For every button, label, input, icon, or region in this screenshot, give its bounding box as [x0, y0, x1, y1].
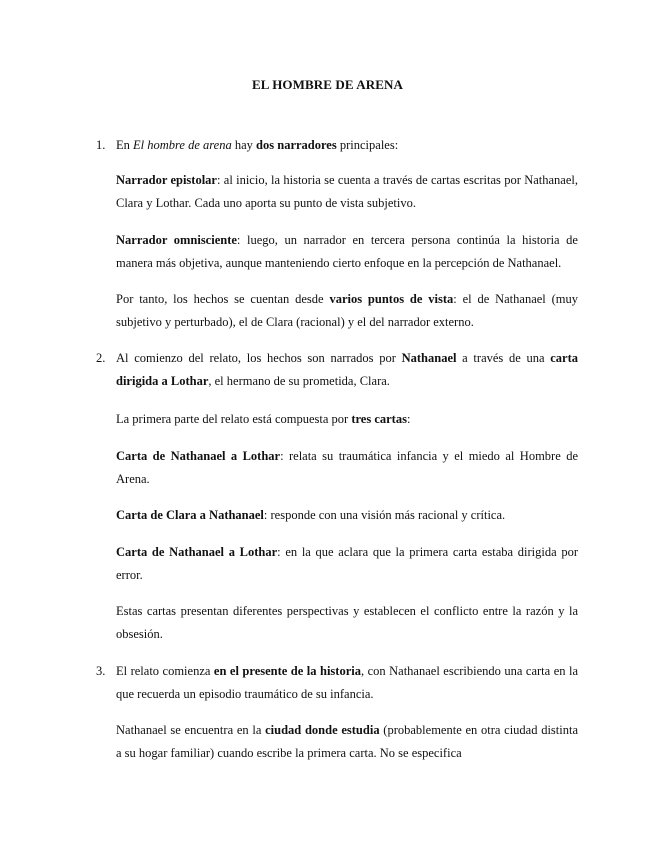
bold-term: Carta de Clara a Nathanael [116, 508, 264, 522]
item-2-paragraph [116, 541, 578, 586]
bold-term: carta dirigida a Lothar [116, 351, 578, 388]
text-run: Estas cartas presentan diferentes perspectivas y establecen el conflicto entre la razón y la obsesión. [116, 604, 578, 641]
bold-term: en el presente de la historia [213, 664, 361, 678]
italic-title: El hombre de arena [133, 138, 232, 152]
text-run: : luego, un narrador en tercera persona continúa la historia de manera más objetiva, aunque manteniendo cierto enfoque en la percepción de Nathanael. [116, 233, 578, 270]
text-run: , con Nathanael escribiendo una carta en la que recuerda un episodio traumático de su infancia. [116, 664, 578, 701]
text-run: Por tanto, los hechos se cuentan desde [116, 292, 330, 306]
text-run: Al comienzo del relato, los hechos son narrados por [116, 351, 402, 365]
text-run: a través de una [456, 351, 551, 365]
item-2-paragraph [116, 445, 578, 490]
text-run: : en la que aclara que la primera carta estaba dirigida por error. [116, 545, 578, 582]
item-1-paragraph [116, 229, 578, 274]
text-run: : [406, 412, 411, 426]
item-3-intro [116, 660, 578, 705]
item-3-paragraph [116, 719, 578, 764]
list-number: 2. [96, 351, 106, 365]
bold-term: dos narradores [256, 138, 337, 152]
bold-term: Narrador omnisciente [116, 233, 237, 247]
text-run: : responde con una visión más racional y crítica. [263, 508, 506, 522]
text-run: : el de Nathanael (muy subjetivo y perturbado), el de Clara (racional) y el del narrador externo. [116, 292, 578, 329]
bold-term: ciudad donde estudia [265, 723, 380, 737]
document-title: EL HOMBRE DE ARENA [252, 77, 403, 92]
bold-term: Nathanael [401, 351, 457, 365]
text-run: El relato comienza [116, 664, 214, 678]
text-run: principales: [336, 138, 399, 152]
item-2-paragraph [116, 504, 578, 527]
text-run: Nathanael se encuentra en la [116, 723, 266, 737]
list-number: 3. [96, 664, 106, 678]
item-1-paragraph [116, 169, 578, 214]
item-2-paragraph [116, 600, 578, 645]
text-run: , el hermano de su prometida, Clara. [208, 373, 390, 388]
text-run: La primera parte del relato está compuesta por [116, 412, 352, 426]
bold-term: tres cartas [351, 412, 407, 426]
list-number: 1. [96, 138, 106, 152]
item-1-paragraph [116, 288, 578, 333]
text-run: (probablemente en otra ciudad distinta a su hogar familiar) cuando escribe la primera carta. No se especifica [116, 723, 579, 760]
bold-term: Carta de Nathanael a Lothar [116, 449, 281, 463]
item-2-intro [116, 347, 578, 392]
text-run: hay [231, 138, 257, 152]
bold-term: Carta de Nathanael a Lothar [116, 545, 278, 559]
item-2-paragraph [116, 408, 578, 431]
bold-term: varios puntos de vista [329, 292, 454, 306]
item-1-intro [116, 134, 578, 157]
text-run: En [116, 138, 134, 152]
text-run: : relata su traumática infancia y el miedo al Hombre de Arena. [116, 449, 578, 486]
text-run: : al inicio, la historia se cuenta a través de cartas escritas por Nathanael, Clara y Lothar. Cada uno aporta su punto de vista subjetivo. [116, 173, 578, 210]
bold-term: Narrador epistolar [116, 173, 217, 187]
